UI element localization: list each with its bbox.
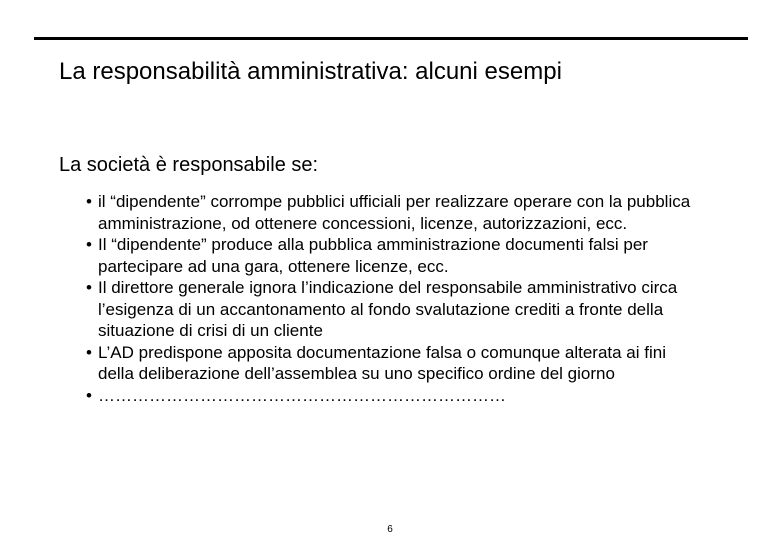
list-item-text: Il “dipendente” produce alla pubblica amministrazione documenti falsi per partecipare ad una gara, ottenere licenze, ecc. <box>98 235 648 276</box>
list-item <box>86 385 696 407</box>
list-item <box>86 342 696 385</box>
bullet-icon: • <box>86 385 92 405</box>
slide-title: La responsabilità amministrativa: alcuni esempi <box>59 58 562 85</box>
list-item-text: ……………………………………………………………… <box>98 385 506 405</box>
list-item-text: il “dipendente” corrompe pubblici ufficiali per realizzare operare con la pubblica amministrazione, od ottenere concessioni, licenze, autorizzazioni, ecc. <box>98 192 691 233</box>
bullet-list <box>86 191 696 406</box>
list-item <box>86 191 696 234</box>
bullet-icon: • <box>86 235 92 254</box>
bullet-icon: • <box>86 278 92 297</box>
list-item-text: L’AD predispone apposita documentazione falsa o comunque alterata ai fini della deliberazione dell’assemblea su uno specifico ordine del giorno <box>98 342 666 383</box>
list-item <box>86 277 696 342</box>
list-item-text: Il direttore generale ignora l’indicazione del responsabile amministrativo circa l’esigenza di un accantonamento al fondo svalutazione crediti a fronte della situazione di crisi di un cliente <box>98 278 678 340</box>
intro-text: La società è responsabile se: <box>59 154 319 176</box>
bullet-icon: • <box>86 192 92 211</box>
list-item <box>86 234 696 277</box>
bullet-icon: • <box>86 342 92 362</box>
page-number: 6 <box>387 524 393 535</box>
title-divider <box>34 37 748 40</box>
